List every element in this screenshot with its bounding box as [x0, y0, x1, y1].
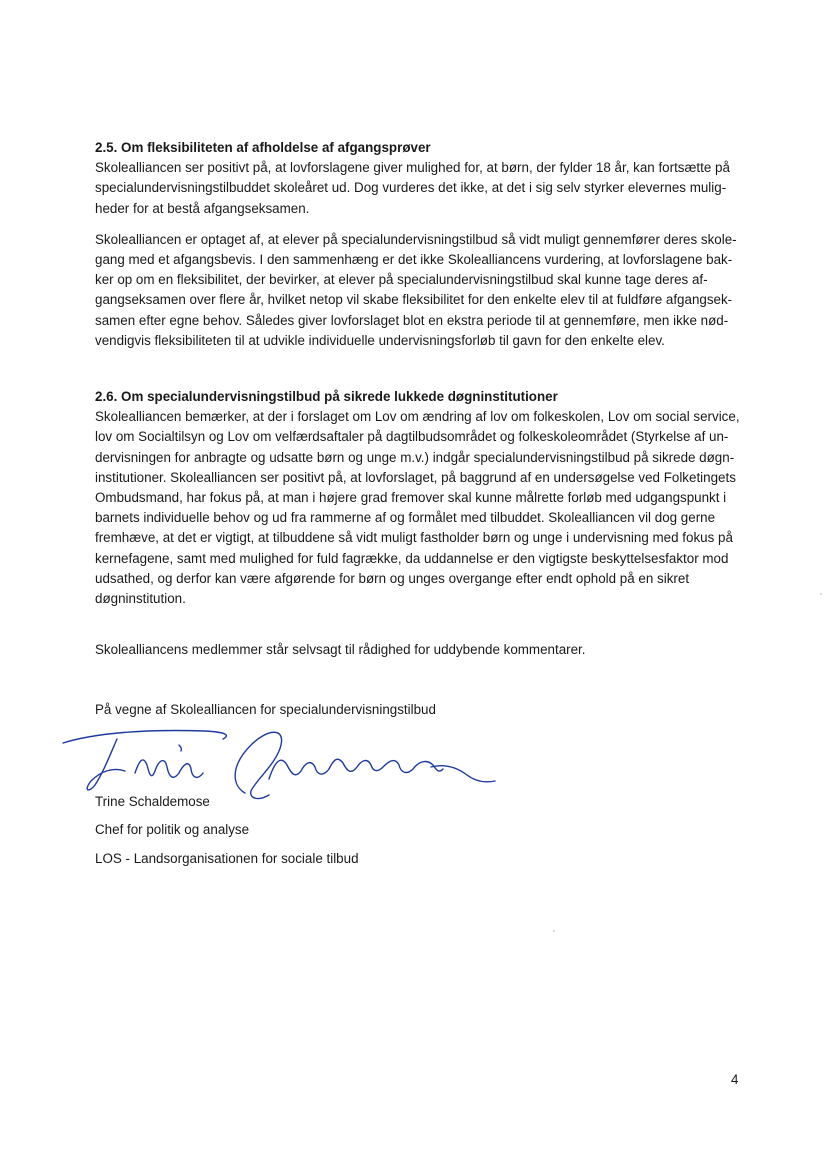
section-2-5 [95, 138, 745, 351]
paragraph: Skolealliancen ser positivt på, at lovforslagene giver mulighed for, at børn, der fylder 18 år, kan fortsætte på specialundervisningstilbuddet skoleåret ud. Dog vurderes det ikke, at det i sig selv styrker elevernes mulig-heder for at bestå afgangseksamen. [95, 160, 730, 216]
section-heading: 2.5. Om fleksibiliteten af afholdelse af afgangsprøver [95, 140, 431, 155]
on-behalf-line: På vegne af Skolealliancen for specialundervisningstilbud [95, 702, 436, 717]
scan-speck [553, 930, 555, 932]
paragraph: Skolealliancen er optaget af, at elever på specialundervisningstilbud så vidt muligt gennemfører deres skole-gang med et afgangsbevis. I den sammenhæng er det ikke Skolealliancens vurdering, at lovforslagene bak-ker op om en fleksibilitet, der bevirker, at elever på specialundervisningstilbud skal kunne tage deres af-gangseksamen over flere år, hvilket netop vil skabe fleksibilitet for den enkelte elev til at fuldføre afgangsek-samen efter egne behov. Således giver lovforslaget blot en ekstra periode til at gennemføre, men ikke nød-vendigvis fleksibiliteten til at udvikle individuelle undervisningsforløb til gavn for den enkelte elev. [95, 231, 737, 348]
signer-organization: LOS - Landsorganisationen for sociale tilbud [95, 851, 359, 866]
paragraph: Skolealliancen bemærker, at der i forslaget om Lov om ændring af lov om folkeskolen, Lov om social service, lov om Socialtilsyn og Lov om velfærdsaftaler på dagtilbudsområdet og folkeskoleområdet (Styrkelse af un-dervisningen for anbragte og udsatte børn og unge m.v.) indgår specialundervisningstilbud på sikrede døgn-institutioner. Skolealliancen ser positivt på, at lovforslaget, på baggrund af en undersøgelse ved Folketingets Ombudsmand, har fokus på, at man i højere grad fremover skal kunne målrette forløb med udgangspunkt i barnets individuelle behov og ud fra rammerne af og formålet med tilbuddet. Skolealliancen vil dog gerne fremhæve, at det er vigtigt, at tilbuddene så vidt muligt fastholder børn og unge i undervisning med fokus på kernefagene, samt med mulighed for fuld fagrække, da uddannelse er den vigtigste beskyttelsesfaktor mod udsathed, og derfor kan være afgørende for børn og unges overgange efter endt ophold på en sikret døgninstitution. [95, 409, 740, 607]
scan-speck [820, 593, 822, 595]
section-2-6 [95, 387, 745, 609]
signer-name: Trine Schaldemose [95, 794, 210, 809]
closing-remark: Skolealliancens medlemmer står selvsagt til rådighed for uddybende kommentarer. [95, 642, 586, 657]
page-number: 4 [731, 1072, 739, 1087]
section-heading: 2.6. Om specialundervisningstilbud på sikrede lukkede døgninstitutioner [95, 389, 558, 404]
signer-title: Chef for politik og analyse [95, 822, 250, 837]
